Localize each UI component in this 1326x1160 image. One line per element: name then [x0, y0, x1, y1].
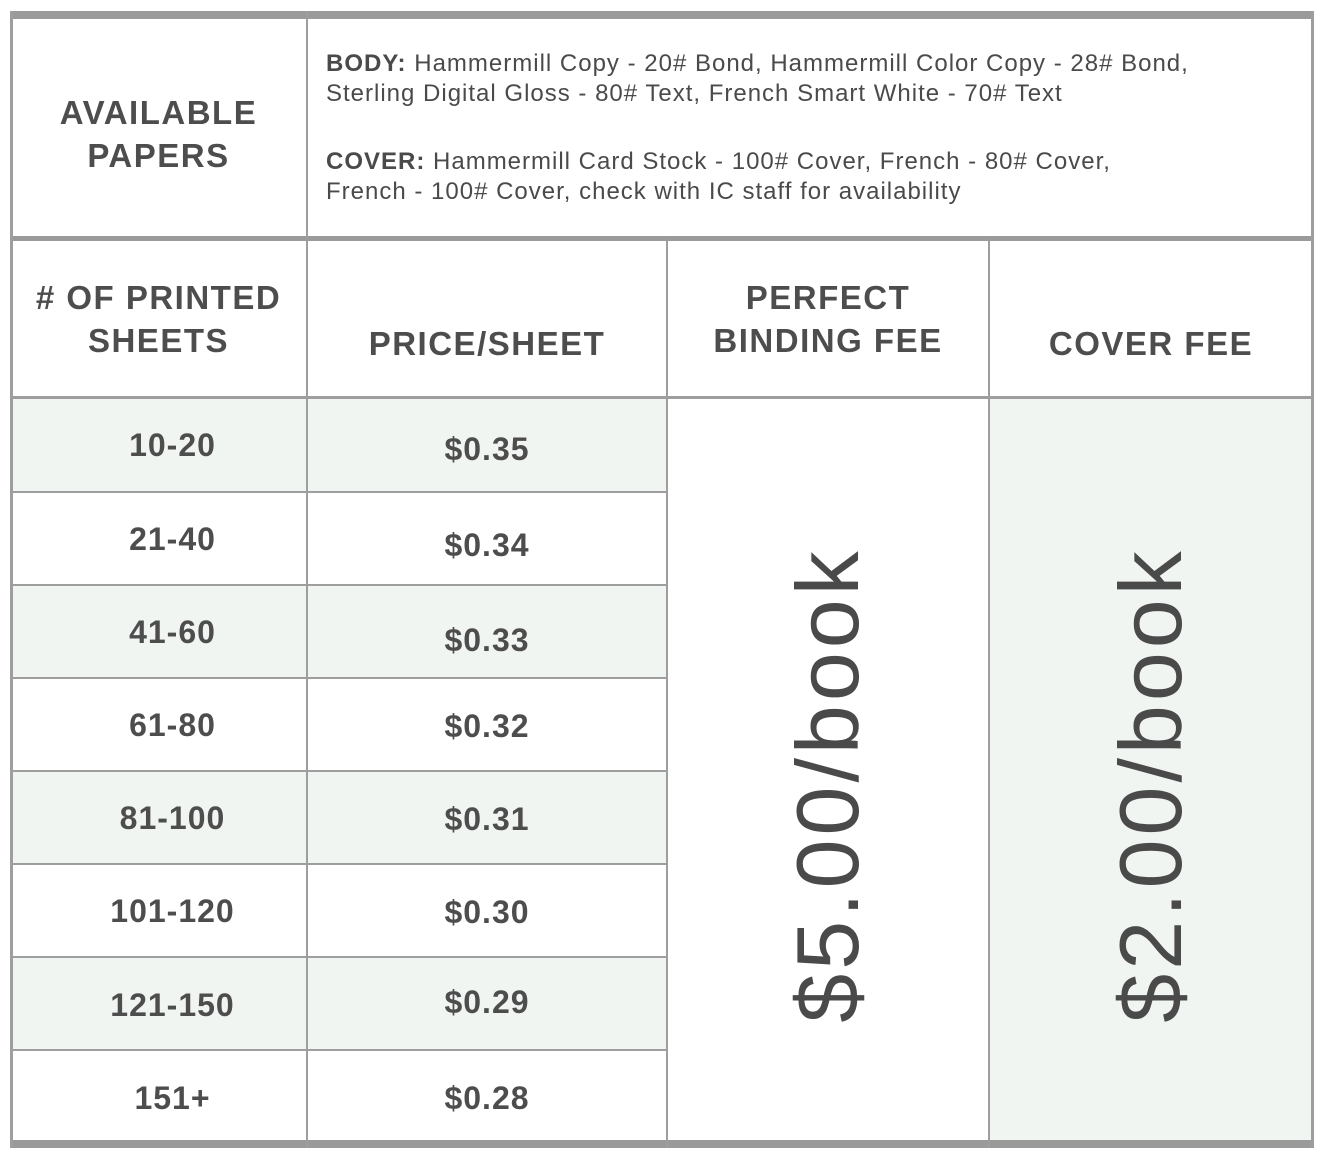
row-divider — [10, 956, 667, 958]
price-cell: $0.32 — [444, 708, 530, 744]
perfect-binding-fee-cell — [668, 399, 988, 1141]
price-cell: $0.29 — [444, 984, 530, 1020]
left-border — [10, 11, 13, 1148]
cover-fee-value: $2.00/book — [1101, 547, 1200, 1023]
row-divider — [10, 677, 667, 679]
header-divider — [10, 396, 1314, 399]
price-cell: $0.30 — [444, 894, 530, 930]
top-border — [10, 11, 1314, 19]
row-divider — [10, 491, 667, 493]
header-perfect-binding-fee — [668, 241, 988, 397]
available-papers-line2: PAPERS — [87, 137, 230, 174]
sheets-cell: 10-20 — [129, 426, 216, 463]
cover-label: COVER: — [326, 148, 426, 175]
header-printed-sheets-line2: SHEETS — [87, 322, 230, 359]
cover-papers — [326, 147, 1311, 177]
header-printed-sheets-line1: # OF PRINTED — [35, 279, 282, 316]
sheets-cell: 61-80 — [129, 707, 216, 743]
cover-line1: Hammermill Card Stock - 100# Cover, French - 80# Cover, — [433, 148, 1111, 175]
sheets-cell: 101-120 — [110, 893, 235, 929]
cover-papers-cont: French - 100# Cover, check with IC staff for availability — [326, 178, 962, 205]
right-border — [1311, 11, 1314, 1148]
header-printed-sheets — [10, 241, 307, 397]
header-cover-fee-label: COVER FEE — [1048, 324, 1254, 362]
sheets-cell: 41-60 — [129, 614, 216, 650]
price-cell: $0.34 — [444, 527, 530, 563]
cover-fee-cell — [990, 399, 1312, 1141]
papers-divider — [10, 236, 1314, 241]
header-binding-line2: BINDING FEE — [713, 322, 943, 359]
sheets-cell: 21-40 — [129, 521, 216, 557]
sheets-cell: 81-100 — [119, 800, 226, 836]
price-cell: $0.33 — [444, 622, 530, 658]
header-price-sheet — [308, 241, 666, 397]
body-label: BODY: — [326, 50, 407, 77]
header-binding-line1: PERFECT — [745, 279, 911, 316]
perfect-binding-fee-value: $5.00/book — [778, 547, 877, 1023]
body-line1: Hammermill Copy - 20# Bond, Hammermill Color Copy - 28# Bond, — [414, 50, 1189, 77]
sheets-cell: 121-150 — [110, 987, 235, 1023]
col-divider-1 — [306, 11, 308, 1148]
col-divider-2 — [666, 239, 668, 1148]
row-divider — [10, 863, 667, 865]
sheets-cell: 151+ — [134, 1080, 211, 1116]
price-cell: $0.31 — [444, 801, 530, 837]
price-cell: $0.35 — [444, 430, 530, 467]
row-divider — [10, 770, 667, 772]
bottom-border — [10, 1140, 1314, 1148]
available-papers-label — [10, 19, 307, 241]
header-price-sheet-label: PRICE/SHEET — [368, 324, 606, 362]
col-divider-3 — [988, 239, 990, 1148]
header-cover-fee — [990, 241, 1312, 397]
row-divider — [10, 1049, 667, 1051]
pricing-table — [10, 11, 1314, 1150]
price-cell: $0.28 — [444, 1080, 530, 1116]
available-papers-line1: AVAILABLE — [59, 94, 258, 131]
body-papers — [326, 49, 1311, 79]
body-papers-cont: Sterling Digital Gloss - 80# Text, French Smart White - 70# Text — [326, 80, 1063, 107]
papers-description — [326, 49, 1311, 207]
row-divider — [10, 584, 667, 586]
